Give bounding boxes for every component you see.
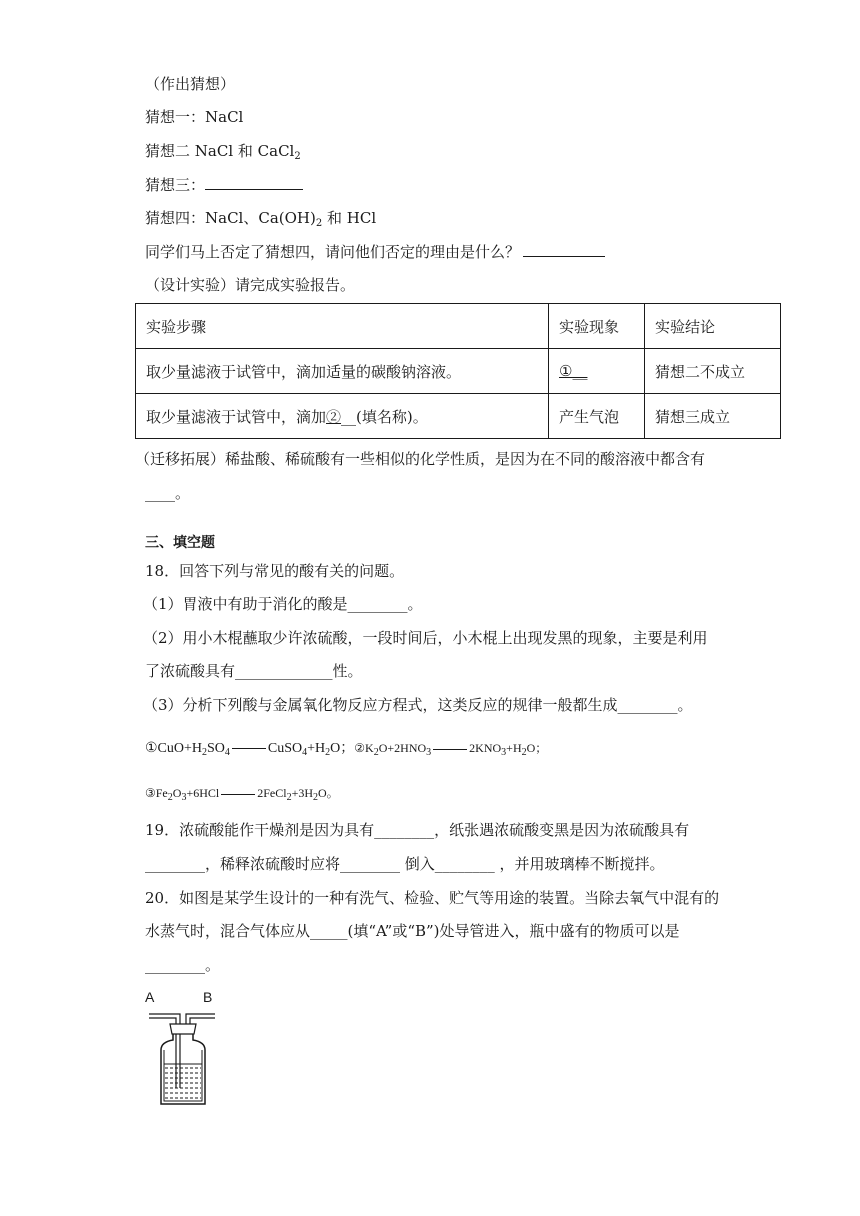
eq3-sub: 2 (286, 792, 292, 803)
question-18-part-2b: 了浓硫酸具有_____________性。 (145, 662, 363, 680)
row2-step-text-b: __(填名称)。 (341, 407, 428, 426)
eq3-part: O (172, 786, 182, 800)
question-18-part-3: （3）分析下列酸与金属氧化物反应方程式，这类反应的规律一般都生成________。 (143, 696, 693, 714)
question-18-part-1: （1）胃液中有助于消化的酸是________。 (143, 595, 423, 613)
eq1-part: O； (330, 741, 355, 756)
guess-four-text-a: 猜想四：NaCl、Ca(OH) (145, 209, 316, 227)
heading-make-guess: （作出猜想） (145, 75, 236, 93)
section-title: 三、填空题 (145, 535, 215, 551)
eq3-sub: 2 (167, 792, 173, 803)
eq2-part: O+2HNO (378, 741, 427, 755)
experiment-report-table (135, 303, 781, 439)
eq3-part: ③Fe (145, 786, 168, 800)
eq1-part: SO (207, 741, 225, 756)
row2-step-mark: ② (326, 407, 342, 426)
label-a: A (145, 989, 155, 1005)
eq1-part: ①CuO+H (145, 741, 203, 756)
reject-question (145, 242, 605, 262)
equation-3 (145, 786, 339, 803)
eq2-part: O； (526, 741, 548, 755)
question-20-line-2: 水蒸气时，混合气体应从_____(填“A”或“B”)处导管进入，瓶中盛有的物质可以是 (145, 922, 680, 940)
design-heading: （设计实验）请完成实验报告。 (145, 276, 356, 294)
row2-step (136, 394, 549, 439)
eq1-sub: 4 (302, 747, 308, 758)
eq2-part: ②K (354, 741, 374, 755)
row2-phenomenon: 产生气泡 (549, 394, 645, 439)
table-row (136, 394, 781, 439)
question-18-part-2a: （2）用小木棍蘸取少许浓硫酸，一段时间后，小木棍上出现发黑的现象，主要是利用 (143, 629, 708, 647)
eq2-sub: 3 (501, 747, 507, 758)
row2-step-text-a: 取少量滤液于试管中，滴加 (146, 407, 327, 426)
guess-four-text-b: 和 HCl (322, 209, 377, 227)
table-row (136, 349, 781, 394)
eq2-part: +H (506, 741, 522, 755)
gas-washing-bottle-diagram (143, 988, 223, 1114)
eq3-arrow (221, 794, 255, 795)
question-20-line-1: 20．如图是某学生设计的一种有洗气、检验、贮气等用途的装置。当除去氧气中混有的 (145, 889, 720, 907)
guess-three (145, 175, 303, 195)
row2-conclusion: 猜想三成立 (645, 394, 781, 439)
label-b: B (203, 989, 213, 1005)
eq2-part: 2KNO (469, 741, 502, 755)
extension-line-2: ____。 (145, 484, 191, 502)
guess-three-blank (205, 175, 303, 190)
row1-conclusion: 猜想二不成立 (645, 349, 781, 394)
eq1-part: +H (307, 741, 326, 756)
reject-question-blank (523, 242, 605, 257)
guess-one: 猜想一：NaCl (145, 108, 244, 126)
equation-1 (145, 741, 354, 756)
table-header-row (136, 304, 781, 349)
eq1-sub: 2 (325, 747, 331, 758)
eq2-sub: 3 (426, 747, 432, 758)
eq1-part: CuSO (267, 741, 303, 756)
gas-washing-bottle-icon (143, 988, 223, 1110)
guess-two (145, 141, 301, 161)
question-19-line-1: 19．浓硫酸能作干燥剂是因为具有________，纸张遇浓硫酸变黑是因为浓硫酸具有 (145, 821, 690, 839)
equations-line-1 (145, 737, 547, 759)
guess-four (145, 208, 376, 228)
guess-two-subscript: 2 (294, 151, 301, 162)
header-conclusion: 实验结论 (645, 304, 781, 349)
header-step: 实验步骤 (136, 304, 549, 349)
eq2-arrow (433, 749, 467, 750)
equation-2 (354, 741, 548, 758)
eq1-sub: 2 (202, 747, 208, 758)
eq3-part: 2FeCl (257, 786, 287, 800)
eq1-arrow (232, 748, 266, 749)
eq3-sub: 3 (181, 792, 187, 803)
extension-line-1: （迁移拓展）稀盐酸、稀硫酸有一些相似的化学性质，是因为在不同的酸溶液中都含有 (135, 450, 706, 468)
equations-line-2 (145, 782, 339, 803)
question-18: 18．回答下列与常见的酸有关的问题。 (145, 562, 405, 580)
eq2-sub: 2 (373, 747, 379, 758)
header-phenomenon: 实验现象 (549, 304, 645, 349)
question-20-line-3: ________。 (145, 956, 221, 974)
eq1-sub: 4 (224, 747, 230, 758)
eq3-sub: 2 (313, 792, 318, 803)
row1-phenomenon: ①__ (549, 349, 645, 394)
row1-step: 取少量滤液于试管中，滴加适量的碳酸钠溶液。 (136, 349, 549, 394)
guess-two-text: 猜想二 NaCl 和 CaCl (145, 142, 295, 160)
eq3-part: +6HCl (186, 786, 220, 800)
eq3-part: +3H (291, 786, 313, 800)
reject-question-text: 同学们马上否定了猜想四，请问他们否定的理由是什么？ (145, 243, 521, 261)
guess-three-text: 猜想三： (145, 176, 206, 194)
question-19-line-2: ________，稀释浓硫酸时应将________ 倒入________ ，并用玻璃棒不断搅拌。 (145, 855, 665, 873)
guess-four-subscript: 2 (315, 218, 323, 229)
eq2-sub: 2 (521, 747, 527, 758)
eq3-part: O。 (318, 786, 339, 800)
